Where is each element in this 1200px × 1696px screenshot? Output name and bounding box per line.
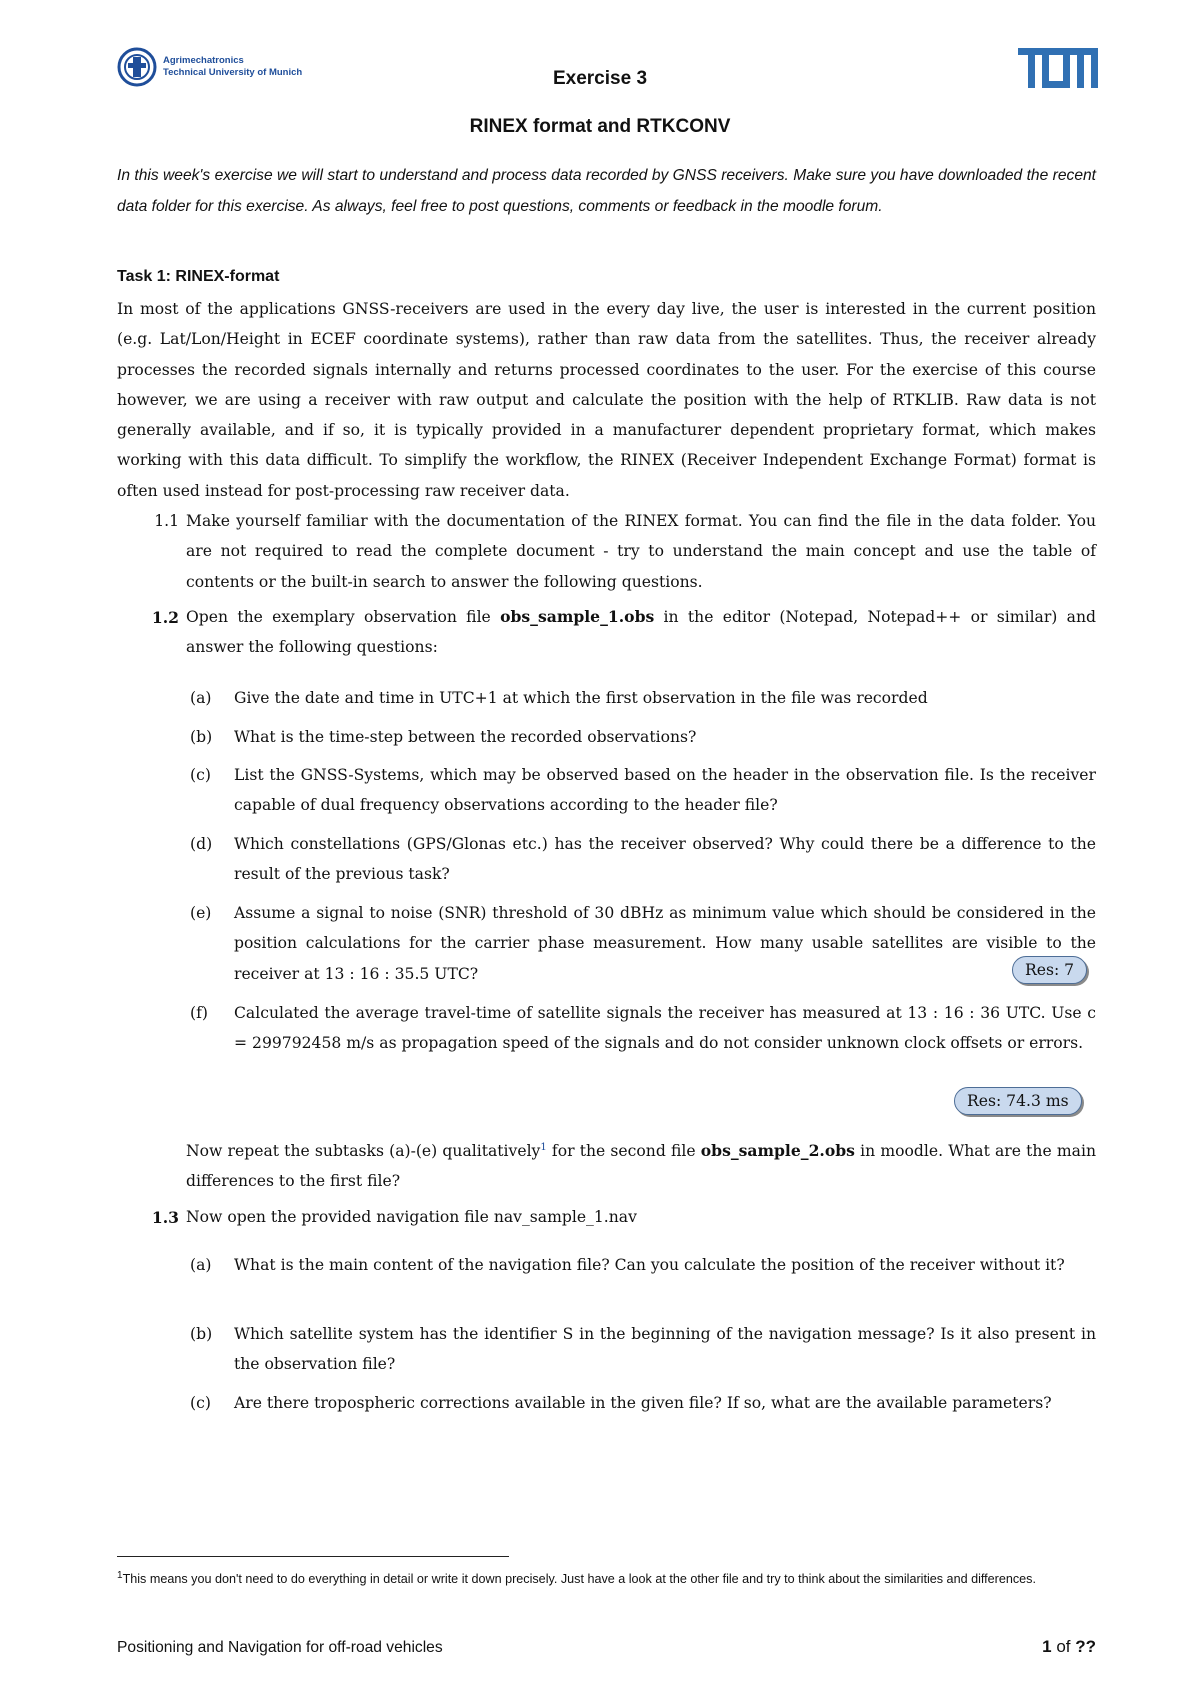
footnote: $^1$This means you don't need to do everything in detail or write it down precisely. Just have a look at the other file and try to think about the similarities and differences. — [117, 1570, 1036, 1587]
page-title: Exercise 3 — [552, 68, 648, 89]
subtask-label: (a) — [190, 689, 212, 707]
file-name: obs_sample_1.obs — [500, 607, 655, 626]
subtask-label: (e) — [190, 904, 212, 922]
subtask-text: What is the time-step between the recorded observations? — [234, 728, 697, 746]
subtask-label: (c) — [190, 766, 211, 784]
subtask-label: (f) — [190, 1004, 208, 1022]
page-number: 1 of ?? — [1042, 1637, 1096, 1656]
institute-name: Agrimechatronics — [163, 55, 244, 66]
subtask-text: Are there tropospheric corrections available in the given file? If so, what are the available parameters? — [234, 1394, 1052, 1412]
question-number: 1.1 — [154, 512, 179, 530]
footer-course-name: Positioning and Navigation for off-road vehicles — [117, 1639, 443, 1656]
footnote-mark: 1 — [540, 1142, 547, 1153]
question-number: 1.3 — [151, 1208, 179, 1227]
intro-paragraph: In this week's exercise we will start to understand and process data recorded by GNSS receivers. Make sure you have downloaded the recent data folder for this exercise. As always, feel free to post questions, comments or feedback in the moodle forum. — [117, 167, 1096, 215]
footnote-divider — [117, 1556, 509, 1557]
subtask-label: (b) — [190, 728, 213, 746]
question-text: Make yourself familiar with the documentation of the RINEX format. You can find the file in the data folder. You are not required to read the complete document - try to understand the main concept and use the table of contents or the built-in search to answer the following questions. — [186, 512, 1096, 591]
task-heading: Task 1: RINEX-format — [117, 268, 280, 285]
subtask-text: What is the main content of the navigation file? Can you calculate the position of the receiver without it? — [234, 1256, 1065, 1274]
result-badge: Res: 7 — [1012, 956, 1087, 984]
subtask-label: (d) — [190, 835, 213, 853]
subtask-text: List the GNSS-Systems, which may be observed based on the header in the observation file. Is the receiver capable of dual frequency observations according to the header file? — [234, 766, 1096, 815]
subtask-text: Assume a signal to noise (SNR) threshold of 30 dBHz as minimum value which should be considered in the position calculations for the carrier phase measurement. How many usable satellites are visible to the receiver at 13 : 16 : 35.5 UTC? — [234, 904, 1096, 983]
page-subtitle: RINEX format and RTKCONV — [469, 116, 731, 137]
subtask-label: (c) — [190, 1394, 211, 1412]
subtask-text: Give the date and time in UTC+1 at which the first observation in the file was recorded — [234, 689, 928, 707]
subtask-text: Calculated the average travel-time of satellite signals the receiver has measured at 13 : 16 : 36 UTC. Use c = 299792458 m/s as propagation speed of the signals and do not consider unknown clock offsets or errors. — [234, 1004, 1096, 1053]
subtask-label: (b) — [190, 1325, 213, 1343]
file-name: obs_sample_2.obs — [700, 1141, 855, 1161]
repeat-instruction: Now repeat the subtasks (a)-(e) qualitatively$^1$ for the second file obs_sample_2.obs in moodle. What are the main differences to the first file? — [186, 1141, 1096, 1191]
subtask-label: (a) — [190, 1256, 212, 1274]
result-badge: Res: 74.3 ms — [954, 1087, 1082, 1115]
university-name: Technical University of Munich — [163, 67, 303, 78]
subtask-text: Which satellite system has the identifier S in the beginning of the navigation message? Is it also present in the observation file? — [234, 1325, 1096, 1374]
footnote-mark: 1 — [117, 1570, 123, 1581]
question-text: Open the exemplary observation file obs_sample_1.obs in the editor (Notepad, Notepad++ or similar) and answer the following questions: — [186, 607, 1097, 657]
question-text: Now open the provided navigation file nav_sample_1.nav — [186, 1208, 637, 1226]
subtask-text: Which constellations (GPS/Glonas etc.) has the receiver observed? Why could there be a difference to the result of the previous task? — [234, 835, 1096, 884]
question-number: 1.2 — [151, 608, 179, 627]
task-paragraph: In most of the applications GNSS-receivers are used in the every day live, the user is interested in the current position (e.g. Lat/Lon/Height in ECEF coordinate systems), rather than raw data from the satellites. Thus, the receiver already processes the recorded signals internally and returns processed coordinates to the user. For the exercise of this course however, we are using a receiver with raw output and calculate the position with the help of RTKLIB. Raw data is not generally available, and if so, it is typically provided in a manufacturer dependent proprietary format, which makes working with this data difficult. To simplify the workflow, the RINEX (Receiver Independent Exchange Format) format is often used instead for post-processing raw receiver data. — [117, 300, 1096, 500]
